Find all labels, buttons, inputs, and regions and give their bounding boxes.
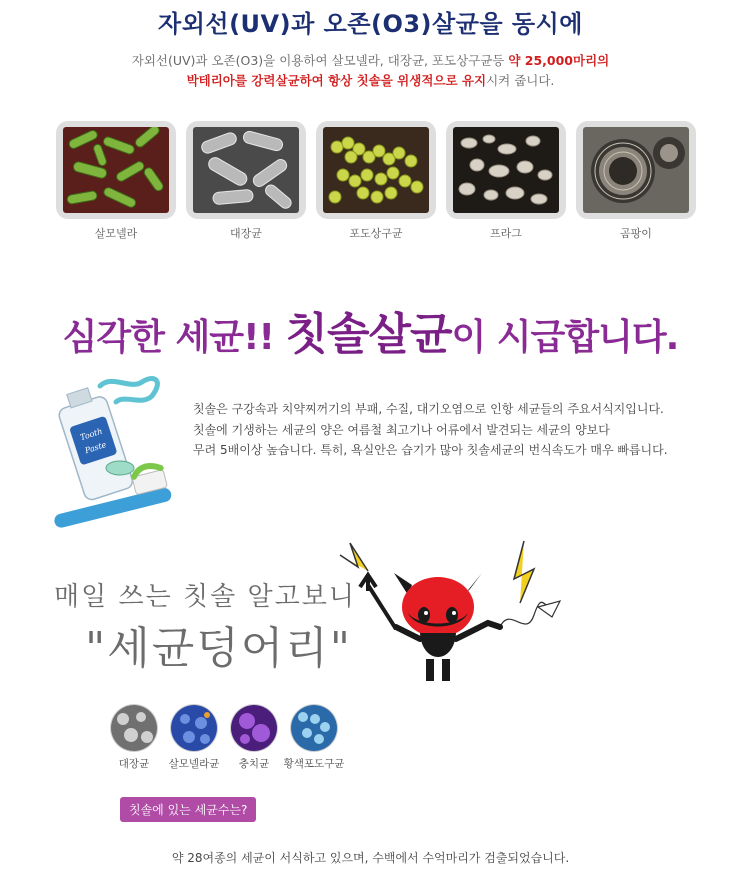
- salmonella-germ-ball: [171, 705, 217, 751]
- description-line: 칫솔에 기생하는 세균의 양은 여름철 최고기나 어류에서 발견되는 세균의 양보다: [193, 423, 610, 437]
- description-line: 무려 5배이상 높습니다. 특히, 욕실안은 습기가 많아 칫솔세균의 번식속도가 매우 빠릅니다.: [193, 443, 668, 457]
- toothpaste-label: Tooth: [79, 426, 104, 443]
- germ-mass-quote: "세균덩어리": [85, 623, 352, 674]
- salmonella-photo: [56, 121, 176, 219]
- ecoli-germ-image: [111, 705, 157, 751]
- headline-part-2: 이 시급합니다.: [451, 317, 679, 358]
- intro-highlight-1: 약 25,000마리의: [508, 53, 610, 68]
- cavity-germ-image: [231, 705, 277, 751]
- headline: [0, 298, 741, 362]
- staphylococcus-photo: [316, 121, 436, 219]
- plaque-image: [453, 127, 559, 213]
- germ-count-answer: 약 28여종의 세균이 서식하고 있으며, 수백에서 수억마리가 검출되었습니다.: [171, 851, 570, 865]
- bacteria-caption: 대장균: [230, 227, 262, 240]
- ecoli-image: [193, 127, 299, 213]
- germ-caption: 대장균: [118, 758, 150, 770]
- germ-caption: 충치균: [238, 758, 270, 770]
- staph-germ-ball: [291, 705, 337, 751]
- mold-photo: [576, 121, 696, 219]
- bacteria-caption: 곰팡이: [620, 227, 652, 240]
- bacteria-caption: 포도상구균: [349, 227, 403, 240]
- salmonella-germ-image: [171, 705, 217, 751]
- plaque-photo: [446, 121, 566, 219]
- toothpaste-label: Paste: [83, 440, 108, 456]
- intro-line-2: [0, 71, 741, 89]
- cavity-germ-ball: [231, 705, 277, 751]
- ecoli-photo: [186, 121, 306, 219]
- intro-line-1: [0, 51, 741, 69]
- headline-emphasis: 칫솔살균: [285, 309, 452, 360]
- staphylococcus-image: [323, 127, 429, 213]
- germ-caption: 황색포도구균: [283, 758, 345, 770]
- mold-image: [583, 127, 689, 213]
- bacteria-caption: 살모넬라: [94, 227, 138, 240]
- germ-caption: 살모넬라균: [168, 758, 220, 770]
- ecoli-germ-ball: [111, 705, 157, 751]
- daily-slogan: 매일 쓰는 칫솔 알고보니: [54, 582, 356, 612]
- intro-line-2-text: 시켜 줍니다.: [486, 73, 555, 88]
- salmonella-image: [63, 127, 169, 213]
- toothpaste-illustration: [42, 372, 192, 532]
- intro-highlight-2: 박테리아를 강력살균하여 항상 칫솔을 위생적으로 유지: [186, 73, 487, 88]
- headline-part-1: 심각한 세균!!: [62, 317, 286, 358]
- germ-count-question-label: 칫솔에 있는 세균수는?: [120, 797, 256, 822]
- bacteria-caption: 프라그: [490, 227, 522, 240]
- staph-germ-image: [291, 705, 337, 751]
- description-line: 칫솔은 구강속과 치약찌꺼기의 부패, 수질, 대기오염으로 인항 세균들의 주요서식지입니다.: [193, 402, 664, 416]
- intro-line-1-text: 자외선(UV)과 오존(O3)을 이용하여 살모넬라, 대장균, 포도상구균등: [131, 53, 509, 68]
- devil-character-illustration: [338, 535, 568, 685]
- page-title: 자외선(UV)과 오존(O3)살균을 동시에: [158, 10, 583, 38]
